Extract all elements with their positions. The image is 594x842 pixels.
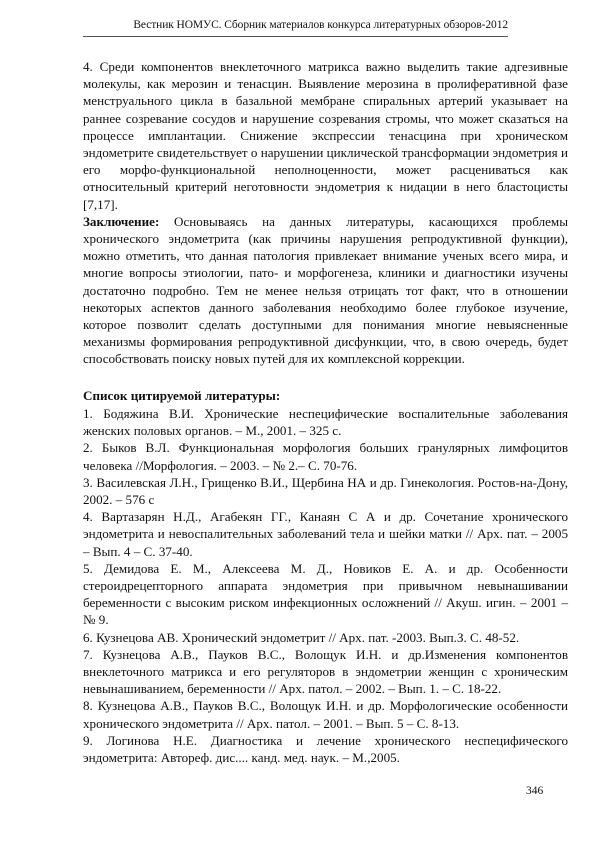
references-heading: Список цитируемой литературы: [83,388,281,403]
reference-item: 6. Кузнецова АВ. Хронический эндометрит // Арх. пат. -2003. Вып.З. С. 48-52. [83,629,520,645]
paragraph-matrix-components: 4. Среди компонентов внеклеточного матрикса важно выделить такие адгезивные молекулы, как мерозин и тенасцин. Выявление мерозина в пролиферативной фазе менструального цикла в базальной мембране спиральных артерий указывает на раннее созревание сосудов и нарушение созревания стромы, что может сказаться на процессе имплантации. Снижение экспрессии тенасцина при хроническом эндометрите свидетельствует о нарушении циклической трансформации эндометрия и его морфо-функциональной неполноценности, может расцениваться как относительный критерий неготовности эндометрия к нидации в него бластоцисты [7,17]. [83,59,568,212]
article-body [83,58,568,368]
conclusion-label: Заключение: [83,213,160,229]
reference-item: 3. Василевская Л.Н., Грищенко В.И., Щербина НА и др. Гинекология. Ростов-на-Дону, 2002. – 576 с [83,474,568,508]
conclusion-text: Основываясь на данных литературы, касающихся проблемы хронического эндометрита (как причины нарушения репродуктивной функции), можно отметить, что данная патология привлекает внимание ученых всего мира, и многие вопросы этиологии, пато- и морфогенеза, клиники и диагностики изучены достаточно подробно. Тем не менее нельзя отрицать тот факт, что в отношении некоторых аспектов данного заболевания необходимо более глубокое изучение, которое позволит сделать доступными для понимания многие невыясненные механизмы формирования репродуктивной дисфункции, что, в свою очередь, будет способствовать поиску новых путей для их комплексной коррекции. [83,213,568,367]
references-list [83,405,568,766]
reference-item: 5. Демидова Е. М., Алексеева М. Д., Новиков Е. А. и др. Особенности стероидрецепторного аппарата эндометрия при привычном невынашивании беременности с высоким риском инфекционных осложнений // Акуш. игин. – 2001 – № 9. [83,560,568,628]
paragraph-conclusion [83,213,568,368]
header-divider [83,36,508,37]
reference-item: 9. Логинова Н.Е. Диагностика и лечение хронического неспецифического эндометрита: Автореф. дис.... канд. мед. наук. – М.,2005. [83,732,568,766]
reference-item: 7. Кузнецова А.В., Пауков В.С., Волощук И.Н. и др.Изменения компонентов внеклеточного матрикса и его регуляторов в эндометрии женщин с хроническим невынашиванием, беременности // Арх. патол. – 2002. – Вып. 1. – С. 18-22. [83,646,568,697]
page-number: 346 [526,785,544,797]
reference-item: 8. Кузнецова А.В., Пауков В.С., Волощук И.Н. и др. Морфологические особенности хронического эндометрита // Арх. патол. – 2001. – Вып. 5 – С. 8-13. [83,698,568,731]
reference-item: 1. Бодяжина В.И. Хронические неспецифические воспалительные заболевания женских половых органов. – М., 2001. – 325 с. [83,406,568,439]
reference-item: 2. Быков В.Л. Функциональная морфология больших гранулярных лимфоцитов человека //Морфология. – 2003. – № 2.– С. 70-76. [83,440,568,473]
reference-item: 4. Вартазарян Н.Д., Агабекян ГГ., Канаян С А и др. Сочетание хронического эндометрита и невоспалительных заболеваний тела и шейки матки // Арх. пат. – 2005 – Вып. 4 – С. 37-40. [83,509,568,559]
running-header: Вестник НОМУС. Сборник материалов конкурса литературных обзоров-2012 [133,19,508,31]
